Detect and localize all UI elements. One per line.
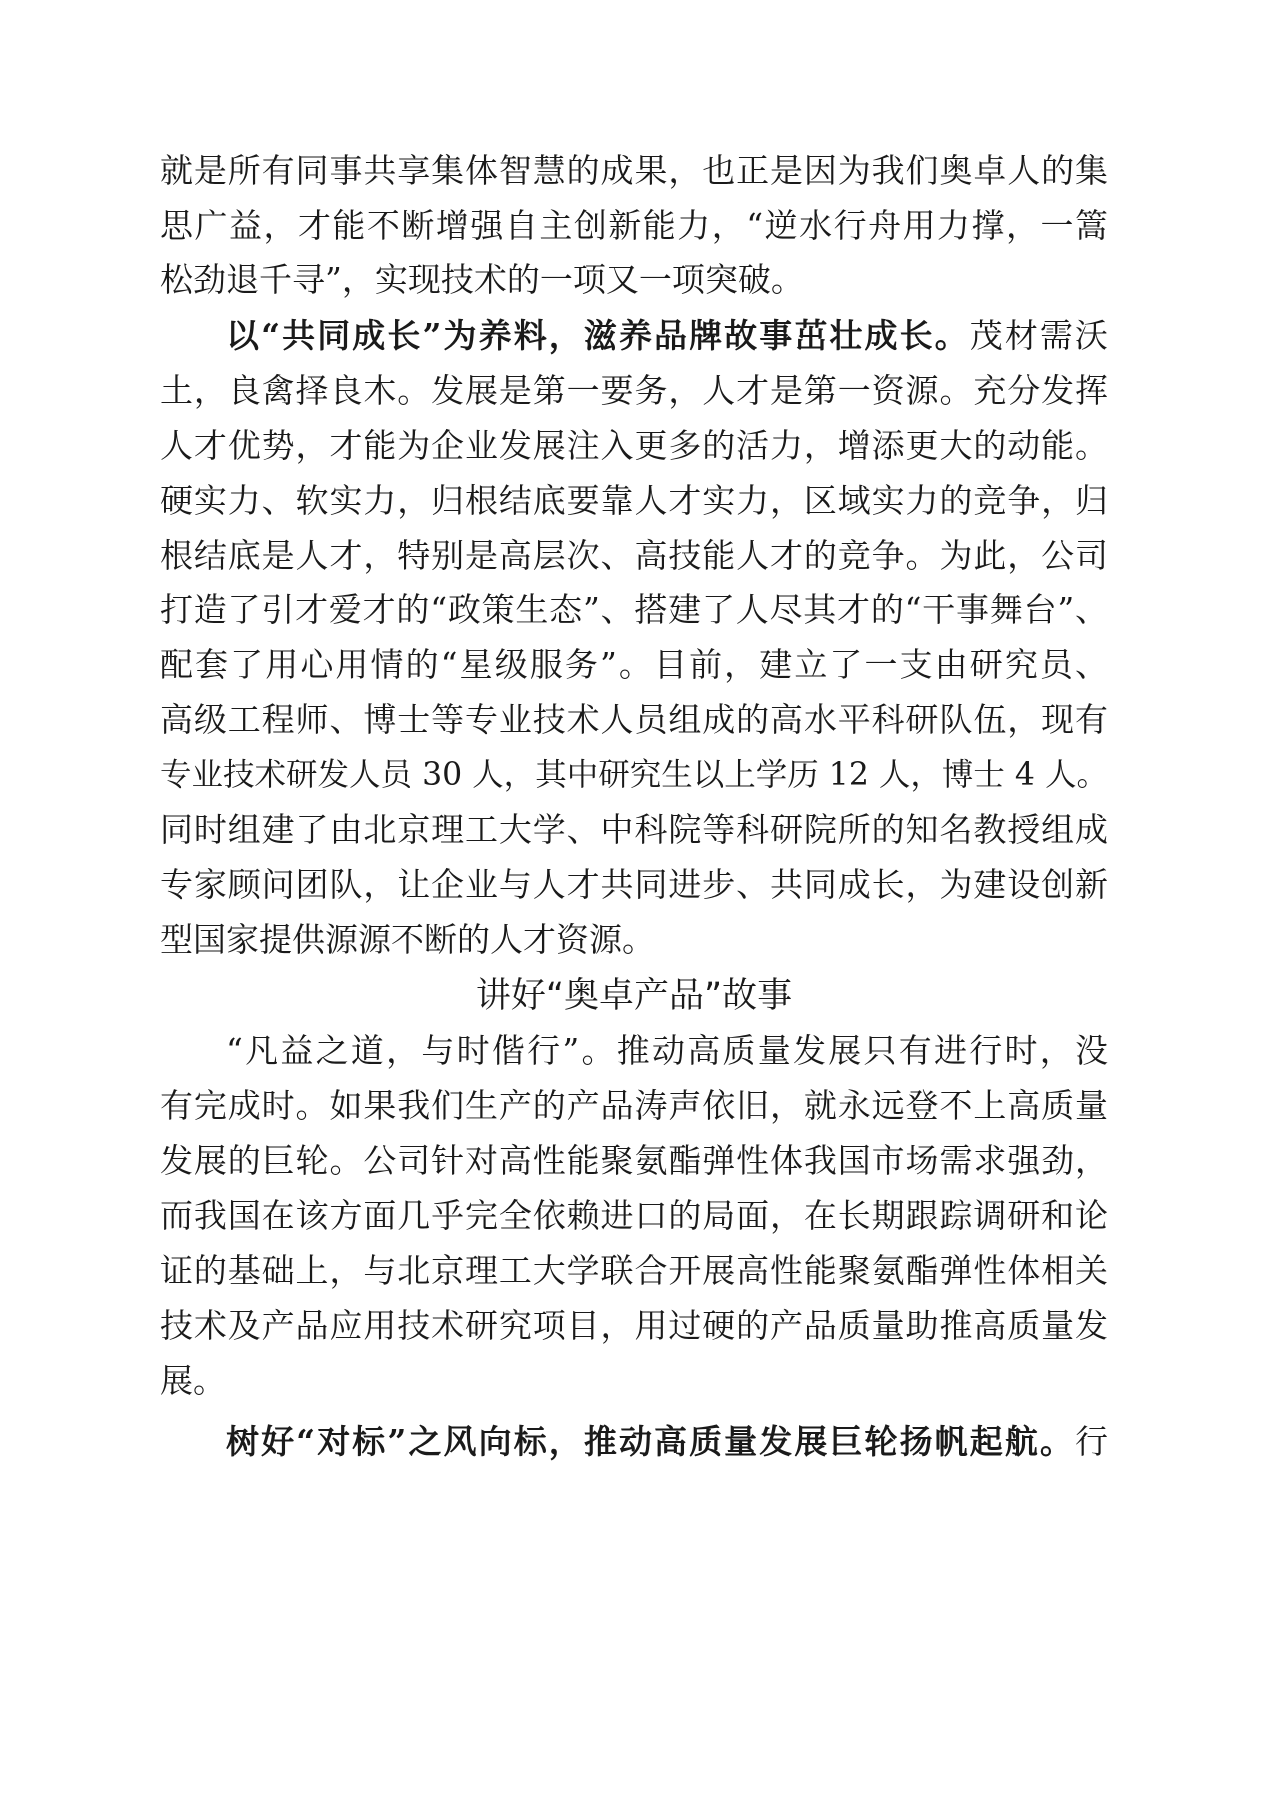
paragraph-4-lead: 树好“对标”之风向标，推动高质量发展巨轮扬帆起航。 (226, 1422, 1075, 1461)
paragraph-2-line-3: 人才优势，才能为企业发展注入更多的活力，增添更大的动能。 (160, 426, 1108, 465)
paragraph-2-line-1 (226, 311, 1108, 361)
paragraph-2-lead: 以“共同成长”为养料，滋养品牌故事茁壮成长。 (226, 316, 970, 355)
section-heading: 讲好“奥卓产品”故事 (475, 976, 793, 1016)
paragraph-2-line-11: 专家顾问团队，让企业与人才共同进步、共同成长，为建设创新 (160, 865, 1108, 904)
paragraph-2-line-10: 同时组建了由北京理工大学、中科院等科研院所的知名教授组成 (160, 810, 1108, 849)
paragraph-2-line-9: 专业技术研发人员 30 人，其中研究生以上学历 12 人，博士 4 人。 (160, 757, 1108, 793)
paragraph-2-line-1-rest: 茂材需沃 (969, 316, 1109, 355)
paragraph-3-line-5: 证的基础上，与北京理工大学联合开展高性能聚氨酯弹性体相关 (160, 1251, 1108, 1290)
paragraph-4-line-1-rest: 行 (1075, 1422, 1108, 1461)
paragraph-4-line-1 (226, 1417, 1108, 1467)
paragraph-2-line-12: 型国家提供源源不断的人才资源。 (160, 920, 655, 959)
paragraph-1-line-2: 思广益，才能不断增强自主创新能力，“逆水行舟用力撑，一篙 (160, 206, 1108, 245)
paragraph-2-line-2: 土，良禽择良木。发展是第一要务，人才是第一资源。充分发挥 (160, 371, 1108, 410)
paragraph-2-line-6: 打造了引才爱才的“政策生态”、搭建了人尽其才的“干事舞台”、 (160, 590, 1108, 629)
paragraph-1-line-1: 就是所有同事共享集体智慧的成果，也正是因为我们奥卓人的集 (160, 151, 1108, 190)
paragraph-2-line-7: 配套了用心用情的“星级服务”。目前，建立了一支由研究员、 (160, 645, 1108, 684)
paragraph-3-line-1: “凡益之道，与时偕行”。推动高质量发展只有进行时，没 (226, 1031, 1108, 1070)
paragraph-1-line-3: 松劲退千寻”，实现技术的一项又一项突破。 (160, 260, 804, 299)
paragraph-2-line-8: 高级工程师、博士等专业技术人员组成的高水平科研队伍，现有 (160, 700, 1108, 739)
paragraph-3-line-7: 展。 (160, 1361, 226, 1400)
paragraph-3-line-6: 技术及产品应用技术研究项目，用过硬的产品质量助推高质量发 (160, 1306, 1108, 1345)
paragraph-3-line-4: 而我国在该方面几乎完全依赖进口的局面，在长期跟踪调研和论 (160, 1196, 1108, 1235)
paragraph-2-line-5: 根结底是人才，特别是高层次、高技能人才的竞争。为此，公司 (160, 536, 1108, 575)
paragraph-2-line-4: 硬实力、软实力，归根结底要靠人才实力，区域实力的竞争，归 (160, 481, 1108, 520)
paragraph-3-line-2: 有完成时。如果我们生产的产品涛声依旧，就永远登不上高质量 (160, 1086, 1108, 1125)
paragraph-3-line-3: 发展的巨轮。公司针对高性能聚氨酯弹性体我国市场需求强劲， (160, 1141, 1108, 1180)
